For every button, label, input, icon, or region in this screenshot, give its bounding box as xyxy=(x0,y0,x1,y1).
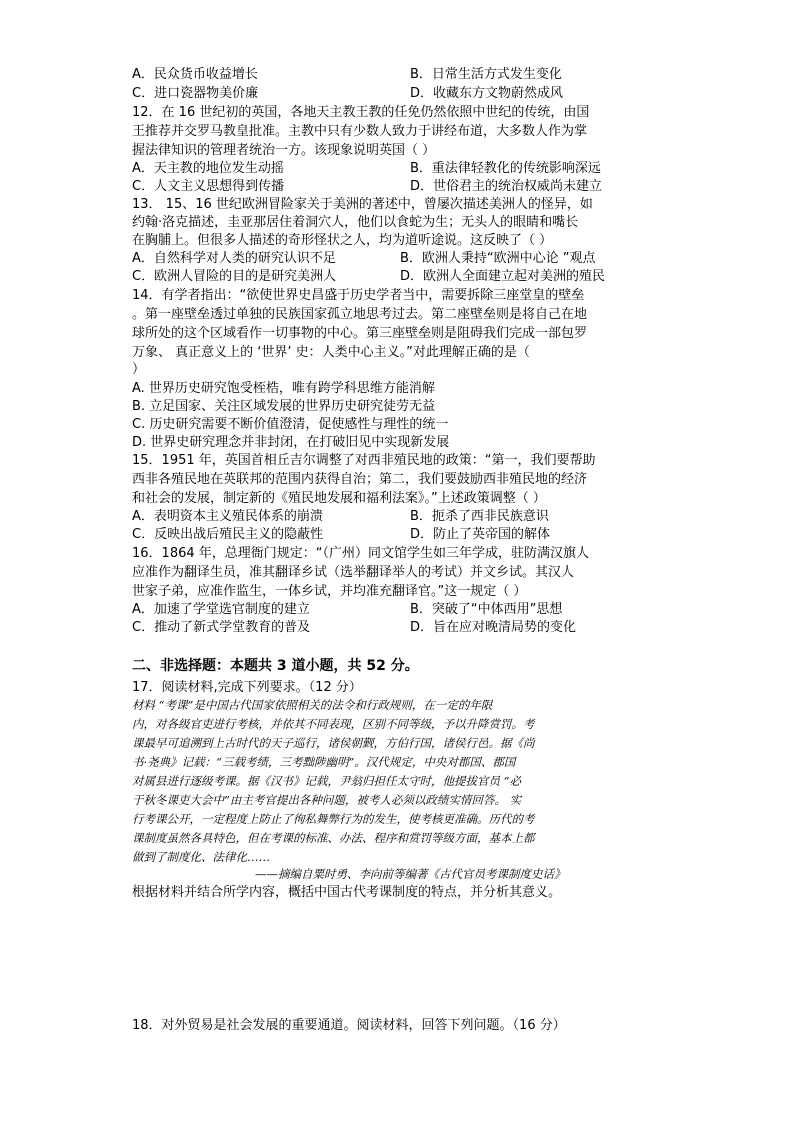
q13-option-d: D．欧洲人全面建立起对美洲的殖民 xyxy=(400,269,606,284)
q17-title: 17．阅读材料,完成下列要求。（12 分） xyxy=(132,680,362,695)
q12-stem-line: 握法律知识的管理者统治一方。该现象说明英国（ ） xyxy=(132,143,436,158)
q16-option-a: A．加速了学堂选官制度的建立 xyxy=(132,602,310,617)
q17-material-line: 内，对各级官吏进行考核，并依其不同表现，区别不同等级，予以升降赏罚。考 xyxy=(132,717,535,731)
q16-stem-line: 应准作为翻译生员，准其翻译乡试（选举翻译举人的考试）并文乡试。其汉人 xyxy=(132,565,575,580)
q17-material-line: 于秋冬课吏大会中”由主考官提出各种问题，被考人必须以政绩实情回答。 实 xyxy=(132,793,522,807)
q11-option-c: C．进口瓷器物美价廉 xyxy=(132,86,259,101)
q14-stem-line: 万象、 真正意义上的 ‘世界’ 史：人类中心主义。”对此理解正确的是（ xyxy=(132,345,530,360)
q12-option-a: A．天主教的地位发生动摇 xyxy=(132,161,284,176)
q13-option-b: B．欧洲人秉持“欧洲中心论 ”观点 xyxy=(400,251,596,266)
q14-stem-line: 球所处的这个区域看作一切事物的中心。第三座壁垒则是阻碍我们完成一部包罗 xyxy=(132,326,588,341)
q16-stem-line: 世家子弟，应准作监生，一体乡试，并均准充翻译官。”这一规定（ ） xyxy=(132,584,527,599)
q17-question: 根据材料并结合所学内容，概括中国古代考课制度的特点，并分析其意义。 xyxy=(132,885,562,900)
q17-material-line: 材料 “考课”是中国古代国家依照相关的法令和行政规则，在一定的年限 xyxy=(132,698,493,712)
q17-material-line: 书·尧典》记载：“三载考绩，三考黜陟幽明”。汉代规定，中央对郡国、郡国 xyxy=(132,755,516,769)
q15-option-a: A．表明资本主义殖民体系的崩溃 xyxy=(132,509,323,524)
q16-option-d: D．旨在应对晚清局势的变化 xyxy=(410,620,577,635)
q15-option-b: B．扼杀了西非民族意识 xyxy=(410,509,549,524)
q14-option-d: D. 世界史研究理念并非封闭，在打破旧见中实现新发展 xyxy=(132,435,450,450)
q13-stem-line: 13． 15、16 世纪欧洲冒险家关于美洲的著述中，曾屡次描述美洲人的怪异，如 xyxy=(132,197,593,212)
q11-option-b: B．日常生活方式发生变化 xyxy=(410,67,562,82)
section-heading: 二、非选择题：本题共 3 道小题，共 52 分。 xyxy=(132,658,419,674)
q13-option-a: A．自然科学对人类的研究认识不足 xyxy=(132,251,336,266)
q16-stem-line: 16．1864 年，总理衙门规定：“（广州）同文馆学生如三年学成，驻防满汉旗人 xyxy=(132,546,589,561)
q14-stem-line: ） xyxy=(132,362,146,377)
q12-option-d: D．世俗君主的统治权威尚未建立 xyxy=(410,179,603,194)
q17-material-line: 课最早可追溯到上古时代的天子巡行，诸侯朝觐，方伯行国，诸侯行邑。据《尚 xyxy=(132,736,535,750)
q14-option-c: C. 历史研究需要不断价值澄清，促使感性与理性的统一 xyxy=(132,417,449,432)
q12-option-b: B．重法律轻教化的传统影响深远 xyxy=(410,161,601,176)
q15-option-d: D．防止了英帝国的解体 xyxy=(410,527,551,542)
q17-material-line: 做到了制度化、法律化…… xyxy=(132,850,270,864)
q15-stem-line: 西非各殖民地在英联邦的范围内获得自治；第二，我们要鼓励西非殖民地的经济 xyxy=(132,472,588,487)
q14-option-a: A. 世界历史研究饱受桎梏，唯有跨学科思维方能消解 xyxy=(132,381,435,396)
q14-stem-line: 。第一座壁垒透过单独的民族国家孤立地思考过去。第二座壁垒则是将自己在地 xyxy=(132,307,588,322)
q16-option-b: B．突破了“中体西用”思想 xyxy=(410,602,563,617)
q12-stem-line: 12．在 16 世纪初的英国，各地天主教王教的任免仍然依照中世纪的传统，由国 xyxy=(132,105,590,120)
q13-option-c: C．欧洲人冒险的目的是研究美洲人 xyxy=(132,269,337,284)
q14-option-b: B. 立足国家、关注区域发展的世界历史研究徒劳无益 xyxy=(132,399,436,414)
q11-option-d: D．收藏东方文物蔚然成风 xyxy=(410,86,564,101)
q15-stem-line: 和社会的发展，制定新的《殖民地发展和福利法案》。”上述政策调整（ ） xyxy=(132,491,546,506)
q17-material-line: 对属县进行逐级考课。据《汉书》记载，尹翁归担任太守时，他提拔官员 “必 xyxy=(132,774,522,788)
q15-option-c: C．反映出战后殖民主义的隐蔽性 xyxy=(132,527,324,542)
q14-stem-line: 14．有学者指出：“欲使世界史昌盛于历史学者当中，需要拆除三座堂皇的壁垒 xyxy=(132,288,585,303)
q15-stem-line: 15．1951 年，英国首相丘吉尔调整了对西非殖民地的政策：“第一，我们要帮助 xyxy=(132,453,596,468)
q13-stem-line: 在胸脯上。但很多人描述的奇形怪状之人，均为道听途说。这反映了（ ） xyxy=(132,233,553,248)
q11-option-a: A．民众货币收益增长 xyxy=(132,67,258,82)
q13-stem-line: 约翰·洛克描述，圭亚那居住着洞穴人，他们以食蛇为生；无头人的眼睛和嘴长 xyxy=(132,215,579,230)
q12-option-c: C．人文主义思想得到传播 xyxy=(132,179,285,194)
q18-title: 18．对外贸易是社会发展的重要通道。阅读材料，回答下列问题。（16 分） xyxy=(132,1018,566,1033)
q16-option-c: C．推动了新式学堂教育的普及 xyxy=(132,620,311,635)
q17-material-source: ——摘编自粟时勇、李向前等编著《古代官员考课制度史话》 xyxy=(255,867,566,881)
q17-material-line: 行考课公开，一定程度上防止了徇私舞弊行为的发生，使考核更准确。历代的考 xyxy=(132,812,535,826)
q12-stem-line: 王推荐并交罗马教皇批准。主教中只有少数人致力于讲经布道，大多数人作为掌 xyxy=(132,124,588,139)
q17-material-line: 课制度虽然各具特色，但在考课的标准、办法、程序和赏罚等级方面，基本上都 xyxy=(132,831,535,845)
